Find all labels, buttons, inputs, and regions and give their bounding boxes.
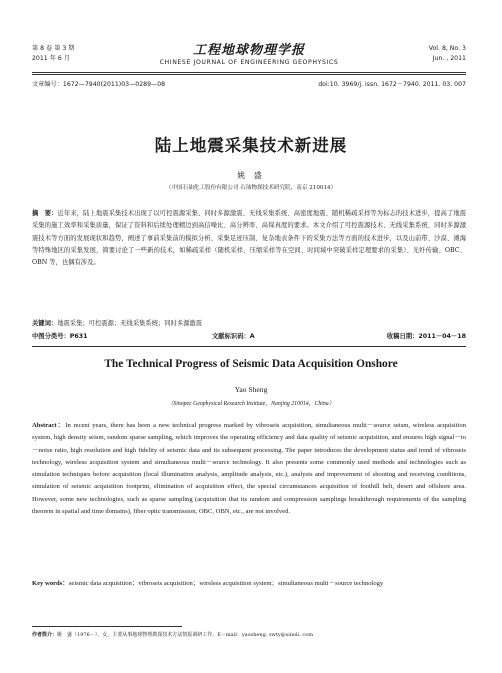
author-footnote (32, 631, 466, 639)
header-left (32, 44, 74, 64)
section-rule (32, 346, 466, 347)
header-rule-thin (32, 74, 466, 75)
footnote-text: 姚 盛（1976－），女，主要从事地球物理勘探技术方法情报调研工作。E－mail：yaosheng. swty@sinoli. com (57, 632, 313, 638)
keywords-cn-text: 地震采集；可控震源；无线采集系统；同时多源激震 (57, 320, 203, 327)
date-cn: 2011 年 6 月 (32, 55, 70, 62)
footnote-rule (32, 626, 182, 627)
affiliation-en: （Sinopec Geophysical Research Institute，Nanjing 210014，China） (167, 401, 335, 407)
article-id-line (32, 79, 466, 89)
title-en: The Technical Progress of Seismic Data Acquisition Onshore (104, 358, 398, 370)
header-center (119, 44, 379, 68)
article-number: 文章编号：1672—7940(2011)03—0289—08 (32, 81, 166, 88)
keywords-cn (32, 318, 466, 330)
document-code: 文献标识码：A (212, 333, 255, 340)
volume-en: Vol. 8, No. 3 (428, 45, 466, 52)
clc-number: 中图分类号：P631 (32, 333, 88, 340)
running-header (32, 44, 466, 70)
date-en: Jun. , 2011 (432, 55, 466, 62)
abstract-en-label: Abstract： (32, 422, 66, 429)
received-date: 收稿日期：2011－04－18 (386, 333, 466, 340)
header-rule-thick (32, 72, 466, 73)
affiliation-cn: （中国石油化工股份有限公司 石油物探技术研究院，南京 210014） (165, 185, 337, 191)
keywords-en-label: Key words： (32, 580, 69, 587)
keywords-en-text: seismic data acquisition；vibroseis acquisition；wireless acquisition system；simultaneous multi－source technology (68, 580, 384, 587)
journal-title-cn: 工程地球物理学报 (192, 43, 305, 58)
abstract-cn-label: 摘 要： (32, 210, 58, 217)
abstract-en-text: In recent years, there has been a new technical progress marked by vibroseis acquisition, simultaneous multi－source seism, wireless acquisition system, high density seism, random sparse sampling, which improves the operating efficiency and data quality of seismic acquisition, and ensures high signal－to－noise ratio, high resolution and high fidelity of seismic data and its subsequent processing. The paper introduces the development status and trend of vibroseis technology, wireless acquisition system and simultaneous multi－source technology. It also presents some commonly used methods and technologies such as simulation techniques before acquisition (local illumination analysis, amplitude analysis, etc.), analysis and improvement of shooting and receiving conditions, simulation of seismic acquisition footprint, elimination of acquisition effect, the special circumstances acquisition of foothill belt, desert and offshore area. However, some new technologies, such as sparse sampling (acquisition that its random and compression samplings breakthrough requirements of the sampling theorem in spatial and time domains), fiber optic transmission, OBC, OBN, etc., are not involved. (32, 422, 467, 516)
title-cn: 陆上地震采集技术新进展 (154, 136, 348, 155)
journal-title-en: CHINESE JOURNAL OF ENGINEERING GEOPHYSICS (159, 59, 339, 66)
author-cn: 姚 盛 (237, 171, 265, 180)
abstract-en (32, 420, 466, 518)
header-right (429, 44, 466, 64)
footnote-label: 作者简介： (32, 632, 58, 638)
classification-row (32, 331, 466, 343)
volume-cn: 第 8 卷 第 3 期 (32, 45, 75, 52)
keywords-en (32, 578, 466, 590)
doi: doi:10. 3969/j. issn. 1672－7940. 2011. 03. 007 (318, 81, 466, 88)
abstract-cn (32, 208, 466, 269)
author-en: Yao Sheng (234, 385, 268, 394)
keywords-cn-label: 关键词： (32, 320, 58, 327)
abstract-cn-text: 近年来，陆上地震采集技术出现了以可控震源采集、同时多源激震、无线采集系统、高密度地震、随机稀疏采样等为标志的技术进步，提高了地震采集的施工效率和采集质量，保证了资料和后续处理精边到高信噪比、高分辨率、高保真度的要求。本文介绍了可控震源技术、无线采集系统、同时多源激震技术等方面的发展现状和趋势，阐述了事前采集前的模拟分析、采集足迹压制、复杂地表条件下的采集方法等方面的技术进步，以及山前带、沙漠、滩海等特殊地区的采集发展，简要讨论了一些新的技术，如稀疏采样（随机采样、压缩采样等在空间、时间域中突破采样定理要求的采集）、光纤传输、OBC、OBN 等，也偶有涉及。 (32, 210, 467, 267)
